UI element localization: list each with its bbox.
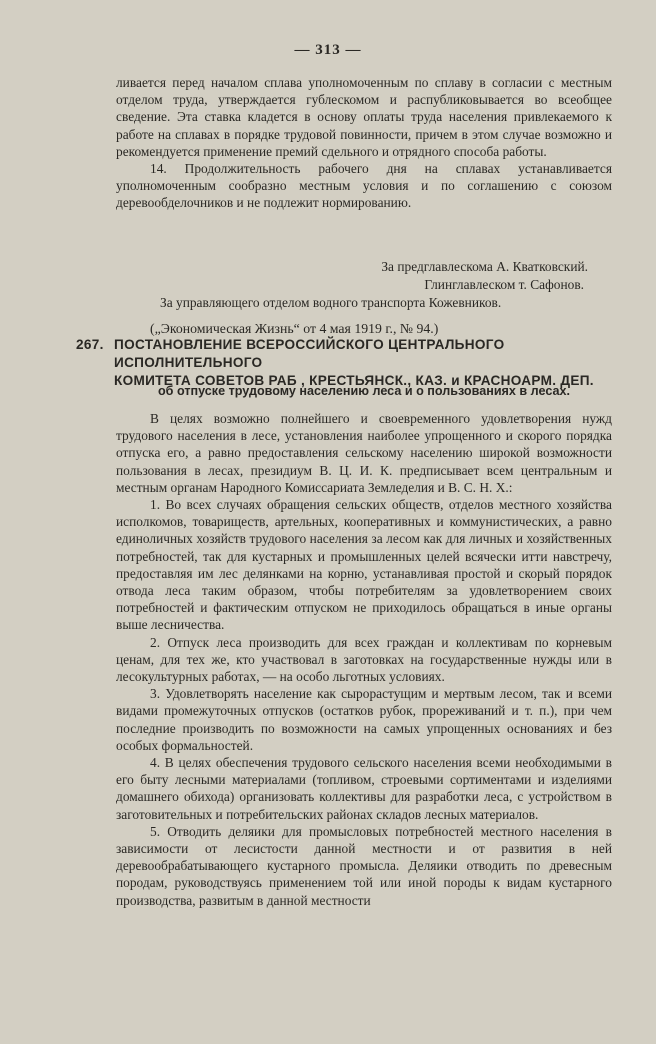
paragraph-3: 3. Удовлетворять население как сырорастущим и мертвым лесом, так и всеми видами промежуточных отпусков (остатков рубок, прореживаний и т. п.), при чем последние производить по возможности на самых упрощенных основаниях и без особых формальностей. bbox=[116, 686, 612, 753]
signature-line-1: За предглавлескома А. Кватковский. bbox=[381, 259, 588, 274]
paragraph-14: 14. Продолжительность рабочего дня на сплавах устанавливается уполномоченным сообразно местным условия и по соглашению с союзом деревообделочников и не подлежит нормированию. bbox=[116, 161, 612, 211]
paragraph-2: 2. Отпуск леса производить для всех граждан и коллективам по корневым ценам, для тех же, кто участвовал в заготовках на государственные нужды или в лесокультурных работах, — на особо льготных условиях. bbox=[116, 634, 612, 685]
document-heading bbox=[76, 336, 616, 390]
signature-line-3: За управляющего отделом водного транспорта Кожевников. bbox=[160, 295, 502, 310]
heading-line-1: ПОСТАНОВЛЕНИЕ ВСЕРОССИЙСКОГО ЦЕНТРАЛЬНОГО ИСПОЛНИТЕЛЬНОГО bbox=[114, 337, 505, 370]
paragraph-5: 5. Отводить деляики для промысловых потребностей местного населения в зависимости от лесистости данной местности и от развития в ней деревообрабатывающего кустарного промысла. Деляики отводить по древесным породам, руководствуясь применением той или иной породы к видам кустарного производства, развитым в данной местности bbox=[116, 823, 612, 908]
paragraph-continuation: ливается перед началом сплава уполномоченным по сплаву в согласии с местным отделом труда, утверждается гублескомом и распубликовывается во всеобщее сведение. Эта ставка кладется в основу оплаты труда населения привлекаемого к работе на сплавах в порядке трудовой повинности, причем в этом случае возможно и рекомендуется применение премий сдельного и отрядного способа работы. bbox=[116, 75, 612, 159]
source-citation: („Экономическая Жизнь“ от 4 мая 1919 г., № 94.) bbox=[150, 321, 439, 336]
document-number: 267. bbox=[76, 337, 104, 352]
document-subheading: об отпуске трудовому населению леса и о пользованиях в лесах. bbox=[157, 384, 570, 398]
main-text-block bbox=[116, 410, 612, 909]
heading-line-2: КОМИТЕТА СОВЕТОВ РАБ , КРЕСТЬЯНСК., КАЗ. и КРАСНОАРМ. ДЕП. bbox=[114, 373, 594, 388]
paragraph-1: 1. Во всех случаях обращения сельских обществ, отделов местного хозяйства исполкомов, товариществ, артельных, кооперативных и коммунистических, а равно единоличных хозяйств трудового населения за лесом как для личных и хозяйственных потребностей, так для кустарных и промышленных целей всячески итти навстречу, предоставляя им лес делянками на корню, устанавливая простой и скорый порядок отвода леса таким образом, чтобы потребителям за удовлетворением своих потребностей и фактическим отпуском не приходилось обращаться в иные органы выше лесничества. bbox=[116, 497, 612, 633]
signature-line-2: Глинглавлеском т. Сафонов. bbox=[424, 277, 584, 292]
signature-block bbox=[116, 258, 612, 338]
preamble-paragraph: В целях возможно полнейшего и своевременного удовлетворения нужд трудового населения в лесе, установления наиболее упрощенного и скорого порядка отпуска его, а равно предоставления сельскому населению широкой возможности пользования в лесах, президиум В. Ц. И. К. предписывает всем центральным и местным органам Народного Комиссариата Земледелия и В. С. Н. Х.: bbox=[116, 411, 612, 495]
paragraph-4: 4. В целях обеспечения трудового сельского населения всеми необходимыми в его быту лесными материалами (топливом, строевыми сортиментами и изделиями домашнего обихода) организовать коллективы для разработки леса, с устройством в заготовительных и потребительских районах складов лесных материалов. bbox=[116, 755, 612, 822]
page-number: — 313 — bbox=[294, 42, 362, 58]
top-text-block bbox=[116, 74, 612, 212]
